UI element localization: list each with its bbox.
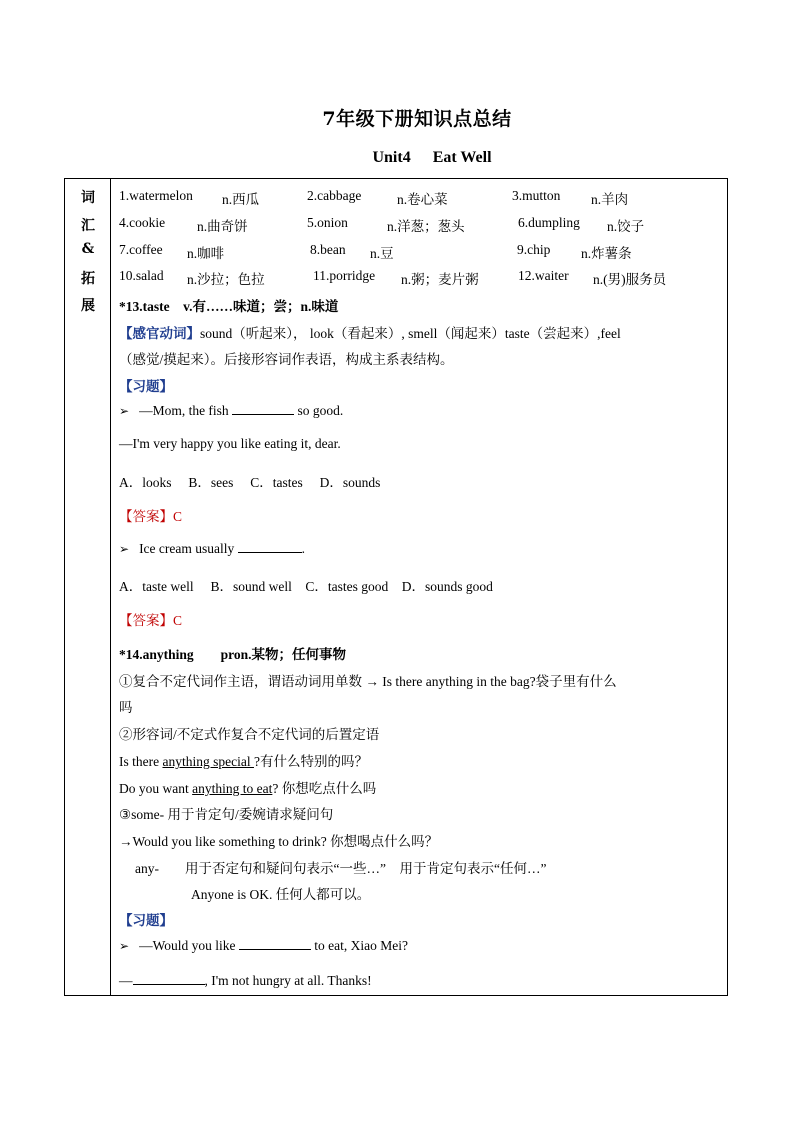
example-text: ? 你想吃点什么吗 — [272, 781, 377, 796]
question-reply: —I'm very happy you like eating it, dear. — [119, 436, 341, 451]
vocab-word: 7.coffee — [119, 242, 163, 257]
note-line — [135, 857, 546, 877]
example-underlined: anything special — [162, 754, 254, 769]
question-text: — — [119, 973, 133, 988]
unit-title — [0, 149, 794, 167]
vocab-word: 9.chip — [517, 242, 551, 257]
arrow-bullet-icon: ➢ — [119, 404, 130, 418]
category-column — [65, 179, 111, 995]
note-line: （感觉/摸起来）。后接形容词作表语，构成主系表结构。 — [119, 352, 454, 367]
note-text: sound（听起来）， look（看起来）, smell（闻起来）taste（尝起来）,feel — [200, 326, 621, 341]
question-options: A．looks B．sees C．tastes D．sounds — [119, 475, 381, 490]
note-tag: 【感官动词】 — [119, 326, 200, 341]
vocab-meaning: n.曲奇饼 — [197, 219, 248, 234]
exercise-tag: 【习题】 — [119, 913, 173, 928]
vocab-word: 12.waiter — [518, 268, 569, 283]
category-char: 汇 — [81, 218, 95, 234]
example-text: Do you want — [119, 781, 193, 796]
vocab-word: 5.onion — [307, 215, 348, 230]
answer-value: C — [173, 509, 183, 524]
content-column — [111, 179, 727, 995]
vocab-meaning: n.豆 — [370, 246, 394, 261]
note-line: ①复合不定代词作主语，谓语动词用单数 → Is there anything in the bag?袋子里有什么 — [119, 674, 617, 689]
vocab-meaning: n.粥；麦片粥 — [401, 272, 479, 287]
answer-blank — [133, 972, 205, 985]
example-underlined: anything to eat — [192, 781, 273, 796]
vocab-meaning: n.羊肉 — [591, 192, 629, 207]
question-text: . — [301, 541, 306, 556]
vocab-meaning: n.(男)服务员 — [593, 272, 667, 287]
category-char: 拓 — [81, 271, 95, 287]
note-line: 吗 — [119, 700, 133, 715]
vocab-meaning: n.咖啡 — [187, 246, 225, 261]
vocab-word: 10.salad — [119, 268, 164, 283]
question-text: so good. — [297, 403, 344, 418]
unit-number: Unit4 — [372, 149, 411, 166]
answer-tag: 【答案】 — [119, 613, 173, 628]
page-title: 7年级下册知识点总结 — [322, 108, 512, 130]
arrow-bullet-icon: ➢ — [119, 939, 130, 953]
vocab-meaning: n.沙拉；色拉 — [187, 272, 265, 287]
answer-line — [119, 609, 182, 629]
vocab-word: 11.porridge — [313, 268, 376, 283]
item-heading: *13.taste v.有……味道；尝；n.味道 — [119, 299, 339, 314]
example-line — [119, 777, 376, 797]
vocab-word: 4.cookie — [119, 215, 166, 230]
question-text: Ice cream usually — [139, 541, 235, 556]
question-options: A．taste well B．sound well C．tastes good D．sounds good — [119, 579, 493, 594]
question-reply — [119, 972, 372, 989]
vocab-meaning: n.饺子 — [607, 219, 645, 234]
example-text: Is there — [119, 754, 163, 769]
answer-tag: 【答案】 — [119, 509, 173, 524]
question — [119, 937, 408, 954]
question-text: —Mom, the fish — [139, 403, 229, 418]
category-char: 展 — [81, 298, 95, 314]
vocab-meaning: n.洋葱；葱头 — [387, 219, 465, 234]
note-text: 用于否定句和疑问句表示“一些…” 用于肯定句表示“任何…” — [185, 861, 547, 876]
item-heading: *14.anything pron.某物；任何事物 — [119, 647, 347, 662]
note-line — [119, 322, 621, 342]
vocab-meaning: n.炸薯条 — [581, 246, 632, 261]
vocab-meaning: n.西瓜 — [222, 192, 260, 207]
arrow-bullet-icon: ➢ — [119, 542, 130, 556]
example-line: Anyone is OK. 任何人都可以。 — [191, 887, 371, 902]
note-text: any- — [135, 861, 159, 876]
question — [119, 540, 305, 557]
example-line — [119, 750, 368, 770]
note-line: ③some- 用于肯定句/委婉请求疑问句 — [119, 807, 334, 822]
example-text: ?有什么特别的吗？ — [253, 754, 368, 769]
example-line: →Would you like something to drink? 你想喝点什么吗？ — [119, 834, 439, 849]
vocab-word: 8.bean — [310, 242, 346, 257]
question-text: —Would you like — [139, 938, 236, 953]
question-text: , I'm not hungry at all. Thanks! — [204, 973, 372, 988]
category-char: 词 — [81, 190, 95, 206]
question — [119, 402, 343, 419]
answer-blank — [238, 540, 302, 553]
notes-table — [64, 178, 728, 996]
question-text: to eat, Xiao Mei? — [314, 938, 408, 953]
answer-value: C — [173, 613, 183, 628]
category-char: & — [81, 241, 95, 257]
vocab-word: 1.watermelon — [119, 188, 193, 203]
note-line: ②形容词/不定式作复合不定代词的后置定语 — [119, 727, 380, 742]
answer-line — [119, 505, 182, 525]
answer-blank — [239, 937, 311, 950]
unit-name: Eat Well — [432, 149, 492, 166]
vocab-word: 6.dumpling — [518, 215, 580, 230]
vocab-meaning: n.卷心菜 — [397, 192, 448, 207]
answer-blank — [232, 402, 294, 415]
exercise-tag: 【习题】 — [119, 379, 173, 394]
vocab-word: 3.mutton — [512, 188, 561, 203]
vocab-word: 2.cabbage — [307, 188, 362, 203]
